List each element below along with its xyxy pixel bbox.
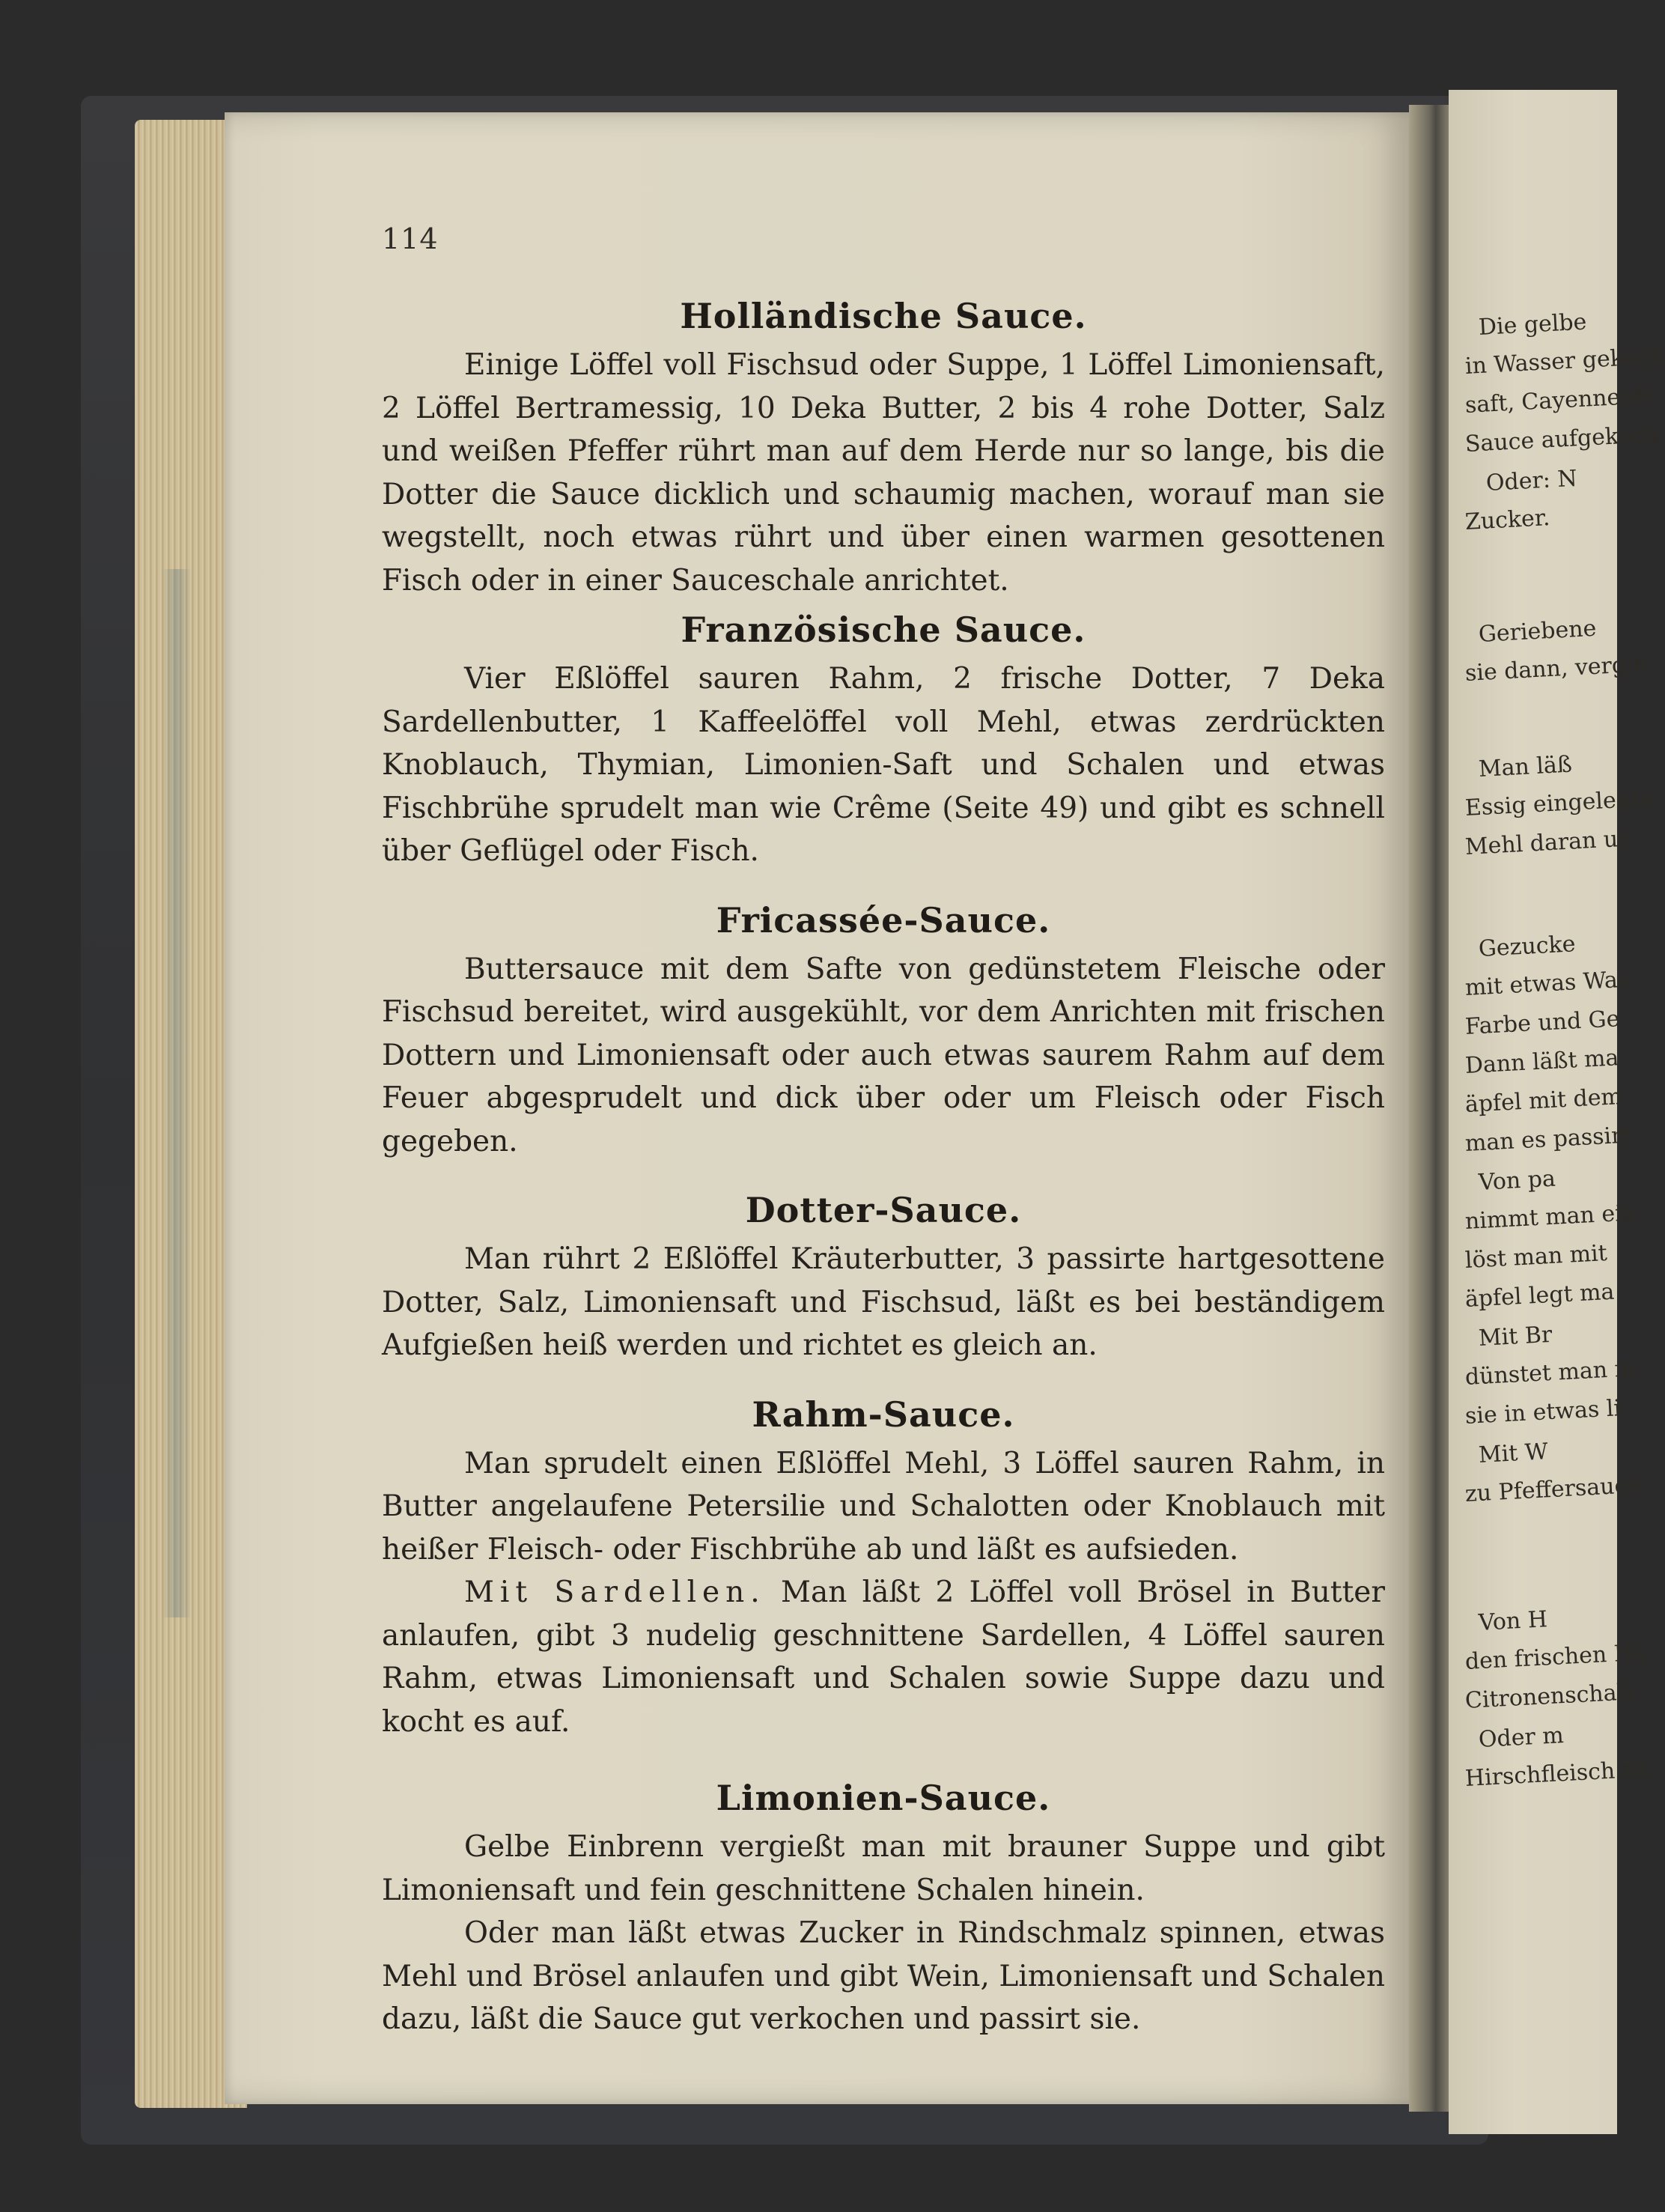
right-page-fragment: nimmt man ein bbox=[1464, 1200, 1637, 1235]
section-paragraph: Vier Eßlöffel sauren Rahm, 2 frische Dotter, 7 Deka Sardellenbutter, 1 Kaffeelöffel voll Mehl, etwas zerdrückten Knoblauch, Thymian, Limonien-Saft und Schalen und etwas Fischbrühe sprudelt man wie Crême (Seite 49) und gibt es schnell über Geflügel oder Fisch. bbox=[382, 662, 1385, 868]
book-gutter bbox=[1409, 105, 1454, 2112]
right-page-fragment: Mehl daran un bbox=[1464, 825, 1634, 860]
right-page bbox=[1449, 90, 1665, 2134]
variant-label: Mit Sardellen. bbox=[464, 1576, 766, 1609]
right-page-fragment: Oder m bbox=[1478, 1722, 1565, 1753]
section-paragraph: Einige Löffel voll Fischsud oder Suppe, 1 Löffel Limoniensaft, 2 Löffel Bertramessig, 10 Deka Butter, 2 bis 4 rohe Dotter, Salz und weißen Pfeffer rührt man auf dem Herde nur so lange, bis die Dotter die Sauce dicklich und schaumig machen, worauf man sie wegstellt, noch etwas rührt und über einen warmen gesottenen Fisch oder in einer Sauceschale anrichtet. bbox=[382, 348, 1385, 598]
right-page-fragment: Citronenschale bbox=[1464, 1678, 1638, 1714]
right-page-fragment: man es passirt, bbox=[1464, 1121, 1639, 1157]
right-page-fragment: Man läß bbox=[1478, 751, 1573, 783]
right-page-fragment: Von pa bbox=[1478, 1165, 1556, 1196]
section-heading: Holländische Sauce. bbox=[680, 296, 1087, 336]
page-number: 114 bbox=[382, 222, 439, 255]
section-paragraph: Gelbe Einbrenn vergießt man mit brauner Suppe und gibt Limoniensaft und fein geschnittene Schalen hinein. bbox=[382, 1830, 1385, 1907]
section-heading: Französische Sauce. bbox=[681, 610, 1086, 650]
right-page-fragment: sie dann, vergie bbox=[1464, 651, 1648, 687]
variant-paragraph bbox=[382, 1571, 1385, 1743]
section-paragraph: Oder man läßt etwas Zucker in Rindschmalz spinnen, etwas Mehl und Brösel anlaufen und gibt Wein, Limoniensaft und Schalen dazu, läßt die Sauce gut verkochen und passirt sie. bbox=[382, 1916, 1385, 2036]
right-page-fragment: Geriebene bbox=[1478, 615, 1598, 648]
right-page-fragment: sie in etwas li bbox=[1464, 1395, 1622, 1429]
right-page-fragment: Von H bbox=[1478, 1606, 1548, 1636]
right-page-fragment: den frischen Ha bbox=[1464, 1639, 1648, 1675]
section-paragraph: Buttersauce mit dem Safte von gedünstetem Fleische oder Fischsud bereitet, wird ausgekühlt, vor dem Anrichten mit frischen Dottern und Limoniensaft oder auch etwas saurem Rahm auf dem Feuer abgesprudelt und dick über oder um Fleisch oder Fisch gegeben. bbox=[382, 952, 1385, 1158]
right-page-fragment: Die gelbe bbox=[1478, 309, 1588, 341]
section-heading: Limonien-Sauce. bbox=[716, 1778, 1051, 1818]
right-page-fragment: mit etwas Was bbox=[1464, 966, 1631, 1001]
right-page-fragment: Mit W bbox=[1478, 1438, 1549, 1468]
right-page-fragment: zu Pfeffersauce bbox=[1464, 1471, 1641, 1507]
right-page-fragment: Dann läßt ma bbox=[1464, 1045, 1620, 1079]
right-page-fragment: Oder: N bbox=[1485, 465, 1578, 496]
right-page-fragment: Zucker. bbox=[1464, 505, 1551, 535]
right-page-fragment: äpfel legt ma bbox=[1464, 1278, 1616, 1313]
right-page-fragment: in Wasser gekoch bbox=[1464, 343, 1665, 380]
page-content bbox=[382, 296, 1385, 2041]
right-page-fragment: Essig eingelegte bbox=[1464, 785, 1654, 821]
section-paragraph: Man sprudelt einen Eßlöffel Mehl, 3 Löffel sauren Rahm, in Butter angelaufene Petersilie und Schalotten oder Knoblauch mit heißer Fleisch- oder Fischbrühe ab und läßt es aufsieden. bbox=[382, 1446, 1385, 1567]
right-page-fragment: Sauce aufgekoch bbox=[1464, 421, 1661, 458]
right-page-fragment: löst man mit bbox=[1464, 1240, 1608, 1274]
variant-text: Man läßt 2 Löffel voll Brösel in Butter anlaufen, gibt 3 nudelig geschnittene Sardellen, 4 Löffel sauren Rahm, etwas Limoniensaft und Schalen sowie Suppe dazu und kocht es auf. bbox=[382, 1576, 1385, 1739]
right-page-fragment: Farbe und Ge bbox=[1464, 1006, 1621, 1040]
right-page-fragment: Hirschfleisch zu bbox=[1464, 1756, 1649, 1792]
right-page-fragment: Mit Br bbox=[1478, 1321, 1553, 1352]
section-heading: Rahm-Sauce. bbox=[752, 1394, 1015, 1435]
section-heading: Fricassée-Sauce. bbox=[716, 899, 1051, 941]
right-page-fragment: saft, Cayennepfe bbox=[1464, 382, 1658, 419]
section-paragraph: Man rührt 2 Eßlöffel Kräuterbutter, 3 passirte hartgesottene Dotter, Salz, Limoniensaft und Fischsud, läßt es bei beständigem Aufgießen heiß werden und richtet es gleich an. bbox=[382, 1242, 1385, 1362]
right-page-fragment: äpfel mit dem bbox=[1464, 1084, 1623, 1118]
right-page-fragment: Gezucke bbox=[1478, 931, 1577, 962]
section-heading: Dotter-Sauce. bbox=[745, 1190, 1022, 1230]
right-page-fragment: dünstet man m bbox=[1464, 1355, 1637, 1391]
